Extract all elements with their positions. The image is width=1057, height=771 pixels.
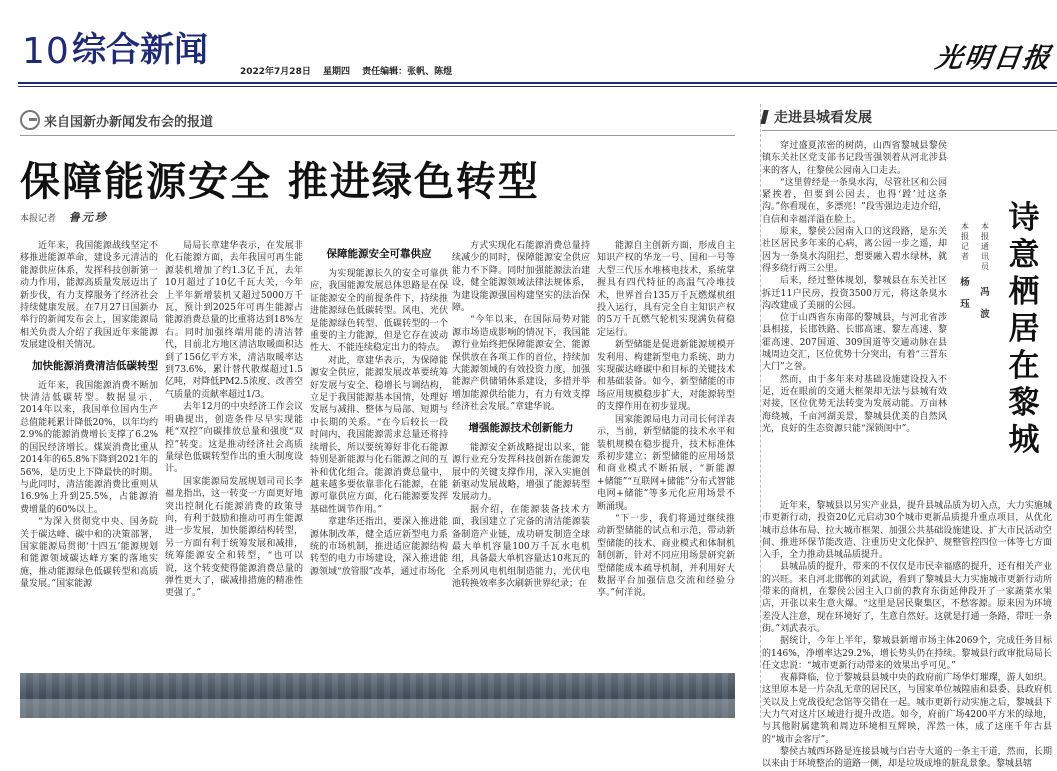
feature-column-rule bbox=[762, 130, 1057, 131]
page-number: 10 bbox=[22, 31, 70, 72]
article-column-1 bbox=[20, 240, 158, 591]
article-subheading: 增强能源技术创新能力 bbox=[468, 421, 574, 434]
reporter-name: 冯 波 bbox=[980, 287, 990, 320]
newspaper-logo: 光明日报 bbox=[933, 43, 1054, 74]
article-column-4 bbox=[452, 240, 590, 591]
article-paragraph: 能源安全新战略提出以来，能源行业充分发挥科技创新在能源发展中的关键支撑作用，深入实施创新驱动发展战略，增强了能源转型发展动力。 bbox=[452, 442, 590, 503]
section-name: 综合新闻 bbox=[72, 30, 208, 70]
article-column-5 bbox=[597, 240, 735, 600]
masthead-rule bbox=[18, 82, 1057, 84]
feature-paragraph: 穿过盛夏浓密的树荫，山西省黎城县黎侯镇东关社区党支部书记段雪强领着从河北涉县来的客人，往黎侯公园南入口走去。 bbox=[762, 141, 947, 176]
article-column-2 bbox=[165, 240, 303, 600]
feature-title: 诗 意 栖 居 在 黎 城 bbox=[1008, 200, 1040, 458]
article-paragraph: 新型储能是促进新能源规模开发利用、构建新型电力系统、助力实现碳达峰碳中和目标的关键技术和基础装备。如今，新型储能的市场应用规模稳步扩大，对能源转型的支撑作用在初步显现。 bbox=[597, 340, 735, 413]
article-byline bbox=[20, 209, 108, 225]
article-paragraph: 对此，章建华表示，为保障能源安全供应，能源发展改革要统筹好发展与安全、稳增长与调结构，立足于我国能源基本国情，处理好发展与减排、整体与局部、短期与中长期的关系。“在今后较长一段时间内，我国能源需求总量还将持续增长，所以要统筹好非化石能源特别是新能源与化石能源之间的互补和优化组合。能源消费总量中，越来越多要依靠非化石能源，在能源可靠供应方面，化石能源要发挥基础性调节作用。” bbox=[310, 355, 448, 515]
article-paragraph: 局局长章建华表示，在发展非化石能源方面，去年我国可再生能源装机增加了约1.3亿千瓦，去年10月超过了10亿千瓦大关，今年上半年新增装机又超过5000万千瓦，预计到2025年可再生能源占能源消费总量的比重将达到18%左右。同时加强终端用能的清洁替代，目前北方地区清洁取暖面积达到了156亿平方米，清洁取暖率达到73.6%，累计替代散煤超过1.5亿吨，对降低PM2.5浓度、改善空气质量的贡献率超过1/3。 bbox=[165, 241, 303, 400]
edition-info bbox=[240, 64, 461, 77]
feature-paragraph: 据统计，今年上半年，黎城县新增市场主体2069个，完成任务目标的146%，净增率达29.2%，增长势头仍在持续。黎城县行政审批局局长任文忠说：“城市更新行动带来的效果出乎可见。” bbox=[762, 636, 1052, 671]
article-subheading: 加快能源消费清洁低碳转型 bbox=[32, 359, 158, 372]
article-subheading: 保障能源安全可靠供应 bbox=[326, 248, 432, 260]
article-paragraph: “下一步，我们将通过继续推动新型储能的试点和示范，带动新型储能的技术、商业模式和体制机制创新，针对不同应用场景研究新型储能成本疏导机制，并利用好大数据平台加强信息交流和经验分享。”何洋说。 bbox=[597, 513, 735, 599]
feature-paragraph: 近年来，黎城县以另实产业县，提升县城品质为切入点，大力实施城市更新行动，投资20亿元启动30个城市更新品质提升重点项目，从优化城市总体布局、拉大城市框架、加强公共基础设施建设、扩大市民活动空间、推进环保节能改造、注重历史文化保护、规整管控四位一体等七方面入手，全力推动县城品质提升。 bbox=[762, 501, 1052, 561]
feature-paragraph: 黎侯古城西环路是连接县城与白岩寺大道的一条主干道，然而，长期以来由于环境整治的道路一侧，却是垃圾成堆的脏乱景象。黎城县辖 bbox=[762, 746, 1052, 770]
feature-reporters bbox=[952, 222, 992, 427]
article-kicker bbox=[20, 110, 213, 130]
article-paragraph: 近年来，我国能源战线坚定不移推进能源革命，建设多元清洁的能源供应体系，发挥科技创新第一动力作用，能源高质量发展迈出了新步伐，有力支撑服务了经济社会持续健康发展。在7月27日国新办举行的新闻发布会上，国家能源局相关负责人介绍了我国近年来能源发展建设相关情况。 bbox=[20, 241, 158, 351]
feature-paragraph: 夜幕降临，位于黎城县县城中央的政府前广场华灯璀璨，游人如织。这里原本是一片杂乱无章的居民区，与国家单位城隍庙和县委、县政府机关以及上党战役纪念馆等交错在一起。城市更新行动实施之后，黎城县下大力气对这片区域进行提升改造。如今，府前广场4200平方米的绿地，与其他附属建筑和周边环境相互辉映，浑然一体，成了这座千年古县的“城市会客厅”。 bbox=[762, 673, 1052, 745]
feature-column-label bbox=[762, 107, 872, 127]
article-paragraph: 国家能源局电力司司长何洋表示，当前，新型储能的技术水平和装机规模在稳步提升，技术标准体系初步建立；新型储能的应用场景和商业模式不断拓展，“新能源+储能”“互联网+储能”分布式智能电网+储能”等多元化应用场景不断涌现。 bbox=[597, 414, 735, 512]
article-paragraph: 方式实现化石能源消费总量持续减少的同时，保障能源安全供应能力不下降。同时加强能源法治建设，健全能源领域法律法规体系，为建设能源强国构建坚实的法治保障。 bbox=[452, 241, 590, 314]
article-column-3 bbox=[310, 240, 448, 578]
article-paragraph: 章建华还指出，要深入推进能源体制改革，健全适应新型电力系统的市场机制，推进适应能源结构转型的电力市场建设，深入推进能源领域“放管服”改革，通过市场化 bbox=[310, 517, 448, 577]
byline-name: 鲁元珍 bbox=[68, 211, 108, 224]
issue-date: 2022年7月28日 bbox=[240, 67, 311, 77]
feature-paragraph: 然而，由于多年来对基础设施建设投入不足，近在眼前的交通大框架却无法与县城有效对接，区位优势无法转变为发展动能。万亩林海绕城，千亩河湖美景，黎城县优美的自然风光，良好的生态资源只能“深锁闺中”。 bbox=[762, 374, 947, 434]
article-photo bbox=[20, 673, 735, 718]
label-bar-icon bbox=[760, 110, 768, 124]
article-paragraph: 据介绍，在能源装备技术方面，我国建立了完备的清洁能源装备制造产业链，成功研发制造全球最大单机容量100万千瓦水电机组，具备最大单机容量达10兆瓦的全系列风电机组制造能力，光伏电池转换效率多次刷新世界纪录；在 bbox=[452, 504, 590, 590]
article-paragraph: “今年以来，在国际局势对能源市场造成影响的情况下，我国能源行业始终把保障能源安全、能源保供放在各项工作的首位，持续加大能源领域的有效投资力度，加强能源产供储销体系建设，多措并举增加能源供给能力，有力有效支撑经济社会发展。”章建华说。 bbox=[452, 315, 590, 413]
issue-weekday: 星期四 bbox=[322, 67, 350, 77]
feature-text-top bbox=[762, 140, 947, 500]
feature-paragraph: 原来，黎侯公园南入口的这段路，是东关社区居民多年来的心病，离公园一步之遥，却因为一条臭水沟阻拦，想要融入碧水绿林，就得多绕行两三公里。 bbox=[762, 227, 947, 274]
reporter-role: 本 报 记 者 bbox=[961, 222, 969, 261]
page-masthead bbox=[0, 0, 1057, 95]
article-paragraph: “为深入贯彻党中央、国务院关于碳达峰、碳中和的决策部署，国家能源局贯彻‘十四五’能源规划和能源领域碳达峰方案的落地实施，推动能源绿色低碳转型和高质量发展。”国家能源 bbox=[20, 517, 158, 590]
article-headline: 保障能源安全 推进绿色转型 bbox=[20, 159, 540, 205]
feature-paragraph: 位于山西省东南部的黎城县，与河北省涉县相接，长邯铁路、长邯高速、黎左高速、黎霍高速、207国道、309国道等交通动脉在县城周边交汇，区位优势十分突出，有着“三晋东大门”之誉。 bbox=[762, 313, 947, 373]
masthead-rule-thin bbox=[18, 86, 1057, 87]
byline-role: 本报记者 bbox=[20, 214, 57, 224]
kicker-text: 来自国新办新闻发布会的报道 bbox=[44, 114, 214, 130]
column-label-text: 走进县城看发展 bbox=[774, 110, 872, 126]
article-paragraph: 去年12月的中央经济工作会议明确提出，创造条件尽早实现能耗“双控”向碳排放总量和强度“双控”转变。这是推动经济社会高质量绿色低碳转型作出的重大制度设计。 bbox=[165, 402, 303, 475]
reporter-role: 本 报 通 讯 员 bbox=[981, 222, 989, 271]
reporter-name: 杨 珏 bbox=[960, 277, 970, 310]
kicker-rule bbox=[20, 135, 735, 136]
article-paragraph: 近年来，我国能源消费不断加快清洁低碳转型。数据显示，2014年以来，我国单位国内生产总值能耗累计降低20%，以年均约2.9%的能源消费增长支撑了6.2%的国民经济增长。煤炭消费比重从2014年的65.8%下降到2021年的56%，是历史上下降最快的时期。与此同时，清洁能源消费比重则从16.9%上升到25.5%，占能源消费增量的60%以上。 bbox=[20, 380, 158, 515]
feature-paragraph: 后来，经过整体规划，黎城县在东关社区拆迁11户民房，投资3500万元，将这条臭水沟改建成了美丽的公园。 bbox=[762, 276, 947, 311]
responsible-editors: 责任编辑：张帆、陈煜 bbox=[362, 67, 453, 77]
reporter-2 bbox=[978, 222, 992, 326]
article-paragraph: 国家能源局发展规划司司长李福龙指出，这一转变一方面更好地突出控制化石能源消费的政策导向，有利于鼓励和推动可再生能源进一步发展，加快能源结构转型，另一方面有利于统筹发展和减排，统筹能源安全和转型，“也可以说，这个转变使得能源消费总量的弹性更大了，碳减排措施的精准性更强了。” bbox=[165, 476, 303, 599]
feature-paragraph: 县城品质的提升，带来的不仅仅是市民幸福感的提升，还有相关产业的兴旺。来自河北邯郸的刘武说，看到了黎城县大力实施城市更新行动所带来的商机，在黎侯公园主入口前的教育东街延伸段开了一家蔬菜水果店，开张以来生意火爆。“这里是居民聚集区，不愁客源。原来因为环境差没人注意，现在环境好了，生意自然好。这就是打通一条路，带旺一条街。”刘武表示。 bbox=[762, 562, 1052, 634]
feature-paragraph: “这里曾经是一条臭水沟，尽管社区和公园紧挨着，但要到公园去，也得‘蹚’过这条沟。”你看现在，多漂亮！”段雪强边走边介绍，自信和幸福洋溢在脸上。 bbox=[762, 177, 947, 225]
feature-text-bottom bbox=[762, 500, 1052, 770]
reporter-1 bbox=[958, 222, 972, 316]
report-g-icon bbox=[20, 110, 40, 130]
article-paragraph: 能源自主创新方面，形成自主知识产权的华龙一号、国和一号等大型三代压水堆核电技术，系统掌握具有四代特征的高温气冷堆技术，世界首台135万千瓦燃煤机组投入运行，具有完全自主知识产权的5万千瓦燃气轮机实现满负荷稳定运行。 bbox=[597, 241, 735, 338]
article-paragraph: 为实现能源长久的安全可靠供应，我国能源发展总体思路是在保证能源安全的前提条件下，持续推进能源绿色低碳转型。风电、光伏是能源绿色转型、低碳转型的一个重要的主力能源，但是它存在波动性大、不能连续稳定出力的特点。 bbox=[310, 269, 448, 354]
